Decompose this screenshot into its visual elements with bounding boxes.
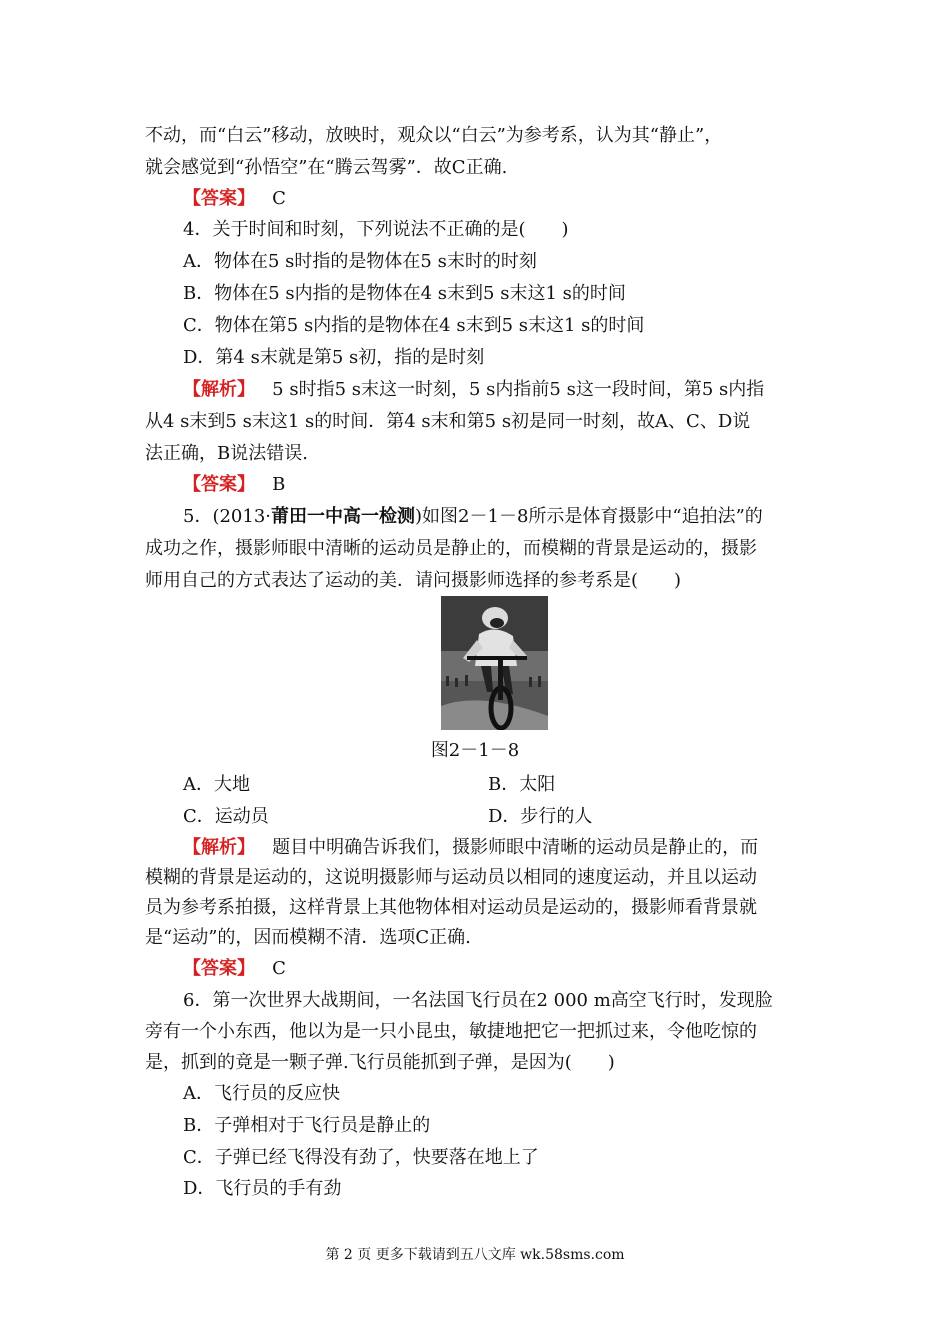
- explanation-line: [183, 378, 764, 402]
- question-4: 4．关于时间和时刻，下列说法不正确的是( ): [183, 219, 569, 240]
- question-prefix: 5．(2013·: [183, 506, 272, 527]
- figure-caption: 图2－1－8: [430, 740, 520, 761]
- answer-tag: 【答案】: [183, 958, 255, 979]
- question-6: 6．第一次世界大战期间，一名法国飞行员在2 000 m高空飞行时，发现脸: [183, 990, 773, 1011]
- page-footer: 第 2 页 更多下载请到五八文库 wk.58sms.com: [325, 1247, 625, 1263]
- option-b: B．子弹相对于飞行员是静止的: [183, 1115, 431, 1136]
- answer-line: [183, 473, 285, 497]
- explanation-line: [183, 836, 758, 860]
- option-c: C．物体在第5 s内指的是物体在4 s末到5 s末这1 s的时间: [183, 315, 645, 336]
- answer-value: C: [272, 958, 286, 979]
- option-d: D．第4 s末就是第5 s初，指的是时刻: [183, 347, 485, 368]
- question-text: )如图2－1－8所示是体育摄影中“追拍法”的: [415, 506, 763, 527]
- explanation-line: 是“运动”的，因而模糊不清．选项C正确.: [145, 927, 471, 948]
- explanation-line: 模糊的背景是运动的，这说明摄影师与运动员以相同的速度运动，并且以运动: [145, 867, 757, 888]
- cyclist-photo: [441, 596, 548, 730]
- answer-value: B: [272, 474, 286, 495]
- answer-tag: 【答案】: [183, 474, 255, 495]
- question-source: 莆田一中高一检测: [271, 506, 416, 527]
- explanation-text: 5 s时指5 s末这一时刻，5 s内指前5 s这一段时间，第5 s内指: [272, 379, 765, 400]
- option-d: D．飞行员的手有劲: [183, 1178, 342, 1199]
- explanation-tag: 【解析】: [183, 379, 255, 400]
- option-b: B．物体在5 s内指的是物体在4 s末到5 s末这1 s的时间: [183, 283, 626, 304]
- answer-tag: 【答案】: [183, 188, 255, 209]
- question-line: 成功之作，摄影师眼中清晰的运动员是静止的，而模糊的背景是运动的，摄影: [145, 538, 757, 559]
- option-a: A．大地: [183, 774, 250, 795]
- cyclist-illustration: [441, 596, 548, 730]
- question-line: 是，抓到的竟是一颗子弹.飞行员能抓到子弹，是因为( ): [145, 1052, 615, 1073]
- text-line: 不动，而“白云”移动，放映时，观众以“白云”为参考系，认为其“静止”，: [145, 125, 723, 146]
- option-b: B．太阳: [488, 774, 556, 795]
- option-c: C．子弹已经飞得没有劲了，快要落在地上了: [183, 1147, 539, 1168]
- answer-line: [183, 187, 286, 211]
- question-line: 师用自己的方式表达了运动的美．请问摄影师选择的参考系是( ): [145, 570, 682, 591]
- option-d: D．步行的人: [488, 806, 593, 827]
- option-a: A．飞行员的反应快: [183, 1083, 340, 1104]
- explanation-line: 从4 s末到5 s末这1 s的时间．第4 s末和第5 s初是同一时刻，故A、C、D说: [145, 411, 751, 432]
- explanation-text: 题目中明确告诉我们，摄影师眼中清晰的运动员是静止的，而: [272, 837, 759, 858]
- explanation-line: 法正确，B说法错误.: [145, 443, 308, 464]
- question-line: 旁有一个小东西，他以为是一只小昆虫，敏捷地把它一把抓过来，令他吃惊的: [145, 1021, 757, 1042]
- text-line: 就会感觉到“孙悟空”在“腾云驾雾”．故C正确.: [145, 157, 508, 178]
- answer-line: [183, 957, 286, 981]
- option-c: C．运动员: [183, 806, 269, 827]
- explanation-line: 员为参考系拍摄，这样背景上其他物体相对运动员是运动的，摄影师看背景就: [145, 897, 757, 918]
- question-5: [183, 505, 763, 529]
- option-a: A．物体在5 s时指的是物体在5 s末时的时刻: [183, 251, 537, 272]
- explanation-tag: 【解析】: [183, 837, 255, 858]
- answer-value: C: [272, 188, 286, 209]
